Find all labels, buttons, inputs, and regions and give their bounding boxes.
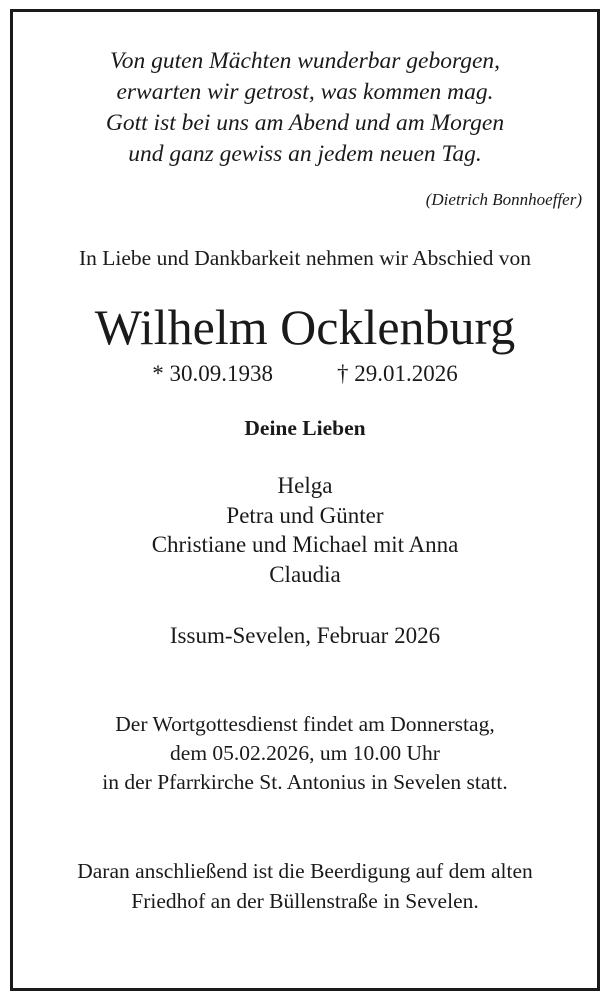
burial-line: Daran anschließend ist die Beerdigung auf dem alten <box>77 859 533 883</box>
mourners-heading: Deine Lieben <box>244 416 366 440</box>
burial-line: Friedhof an der Büllenstraße in Sevelen. <box>131 889 479 913</box>
poem-line: erwarten wir getrost, was kommen mag. <box>116 79 494 105</box>
poem-verse <box>0 46 610 170</box>
mourner-name: Christiane und Michael mit Anna <box>151 532 459 557</box>
poem-line: und ganz gewiss an jedem neuen Tag. <box>128 141 482 167</box>
farewell-intro: In Liebe und Dankbarkeit nehmen wir Abschied von <box>79 246 531 270</box>
birth-date: * 30.09.1938 <box>152 361 273 386</box>
deceased-name: Wilhelm Ocklenburg <box>94 299 516 355</box>
mourners-list <box>0 471 610 589</box>
life-dates <box>0 361 610 387</box>
service-notice <box>0 710 610 797</box>
poem-line: Von guten Mächten wunderbar geborgen, <box>109 48 501 74</box>
poem-line: Gott ist bei uns am Abend und am Morgen <box>105 110 505 136</box>
place-and-date: Issum-Sevelen, Februar 2026 <box>169 623 441 648</box>
poem-author: (Dietrich Bonnhoeffer) <box>425 190 582 209</box>
service-line: dem 05.02.2026, um 10.00 Uhr <box>170 741 440 765</box>
death-date: † 29.01.2026 <box>337 361 458 386</box>
mourner-name: Petra und Günter <box>226 502 384 528</box>
mourner-name: Helga <box>277 473 333 498</box>
burial-notice <box>0 856 610 916</box>
service-line: in der Pfarrkirche St. Antonius in Sevelen statt. <box>102 770 508 794</box>
mourner-name: Claudia <box>269 561 341 587</box>
service-line: Der Wortgottesdienst findet am Donnerstag, <box>115 712 495 736</box>
